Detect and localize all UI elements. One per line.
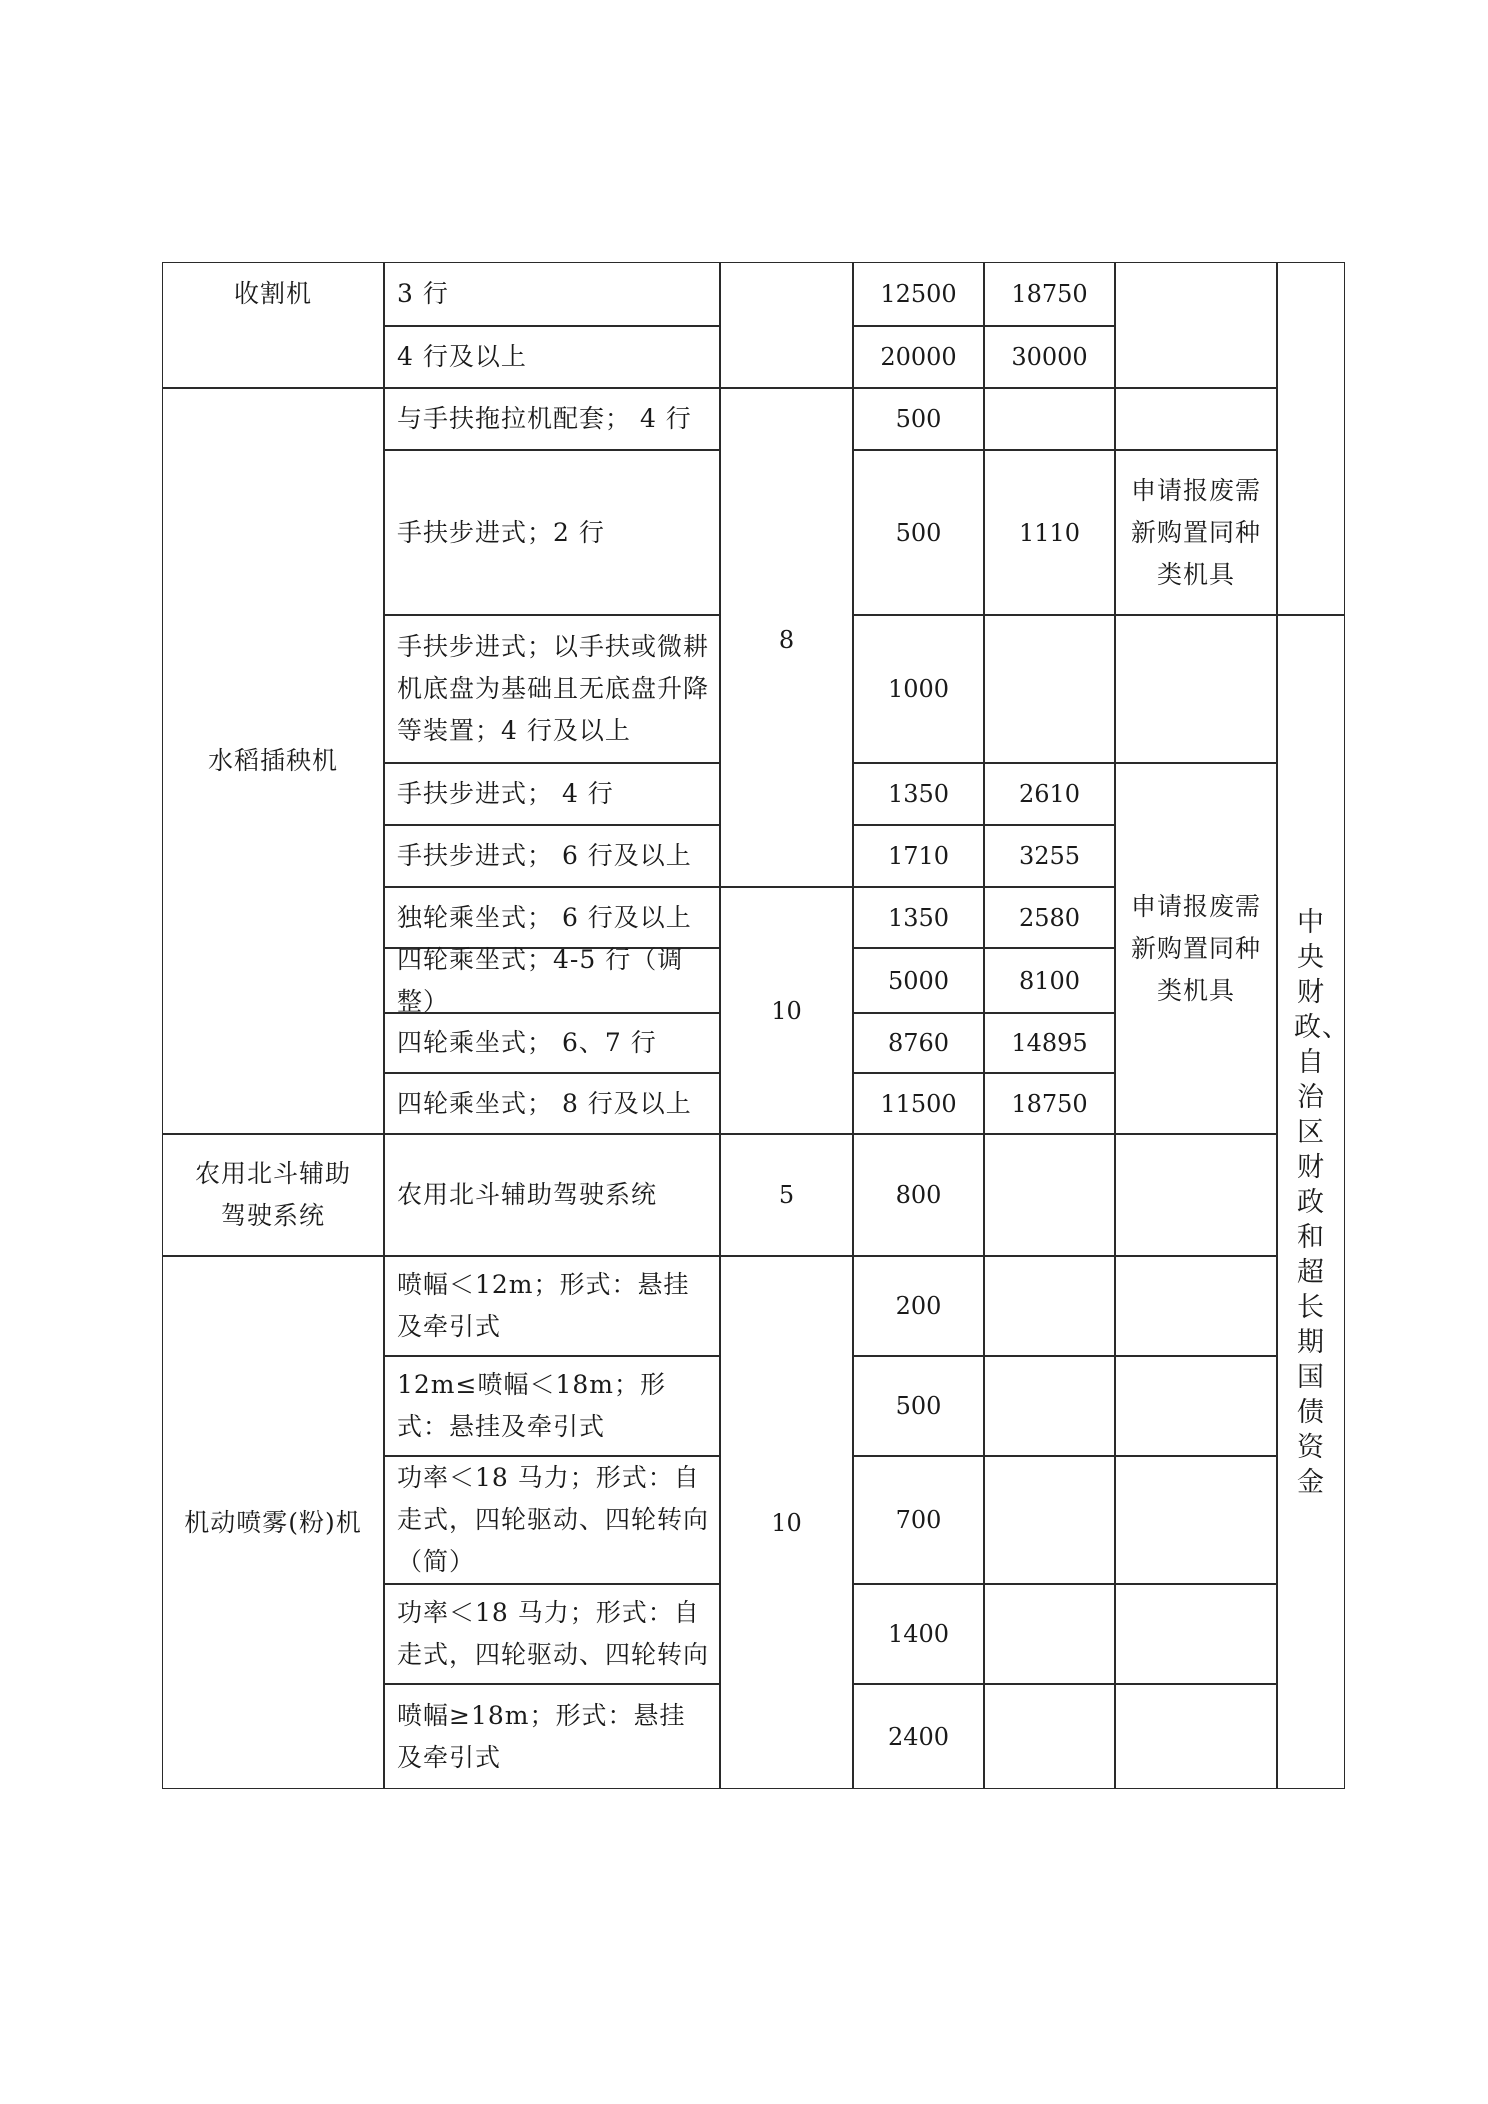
subsidy-a-value: 500 <box>895 405 942 433</box>
spec-text: 与手扶拖拉机配套； 4 行 <box>397 404 692 433</box>
subsidy-a-cell <box>853 615 984 763</box>
subsidy-a-value: 500 <box>895 518 942 547</box>
subsidy-a-value: 1350 <box>887 780 950 808</box>
spec-text: 3 行 <box>397 279 449 308</box>
note-cell-empty <box>1115 1684 1277 1789</box>
subsidy-b-value: 14895 <box>1011 1029 1088 1057</box>
subsidy-b-value: 3255 <box>1018 842 1081 870</box>
subsidy-b-cell <box>984 948 1115 1013</box>
subsidy-a-value: 1710 <box>887 842 950 870</box>
spec-cell <box>384 1134 720 1256</box>
subsidy-a-cell <box>853 262 984 326</box>
scrap-note: 申请报废需新购置同种类机具 <box>1130 891 1261 1005</box>
subsidy-a-cell <box>853 825 984 887</box>
subsidy-a-cell <box>853 388 984 450</box>
subsidy-b-cell <box>984 825 1115 887</box>
spec-text: 手扶步进式；以手扶或微耕机底盘为基础且无底盘升降等装置；4 行及以上 <box>397 632 710 745</box>
subsidy-a-value: 11500 <box>880 1089 957 1118</box>
note-cell-empty <box>1115 262 1277 388</box>
scrap-note: 申请报废需新购置同种类机具 <box>1130 475 1261 589</box>
spec-text: 喷幅＜12m；形式：悬挂及牵引式 <box>397 1270 690 1341</box>
spec-cell <box>384 1684 720 1789</box>
years-cell <box>720 887 853 1134</box>
subsidy-b-cell <box>984 763 1115 825</box>
subsidy-a-cell <box>853 1584 984 1684</box>
subsidy-b-value: 8100 <box>1018 966 1081 995</box>
years-cell-empty <box>720 262 853 388</box>
funding-source: 中央财政、自治区财政和超长期国债资金 <box>1294 906 1350 1498</box>
subsidy-a-value: 20000 <box>880 343 957 371</box>
years-value: 10 <box>771 996 802 1025</box>
subsidy-a-cell <box>853 450 984 615</box>
spec-text: 四轮乘坐式； 6、7 行 <box>397 1028 657 1057</box>
spec-cell <box>384 763 720 825</box>
spec-text: 功率＜18 马力；形式：自走式，四轮驱动、四轮转向 <box>397 1598 710 1669</box>
category-harvester <box>162 262 384 388</box>
funding-cell-empty <box>1277 262 1345 615</box>
category-sprayer <box>162 1256 384 1789</box>
spec-cell <box>384 1356 720 1456</box>
subsidy-b-cell <box>984 887 1115 948</box>
note-cell-empty <box>1115 1456 1277 1584</box>
subsidy-b-cell <box>984 1073 1115 1134</box>
subsidy-a-cell <box>853 948 984 1013</box>
spec-cell <box>384 1073 720 1134</box>
subsidy-b-cell-empty <box>984 1256 1115 1356</box>
note-cell-empty <box>1115 1134 1277 1256</box>
spec-text: 手扶步进式； 6 行及以上 <box>397 841 692 870</box>
subsidy-b-cell <box>984 450 1115 615</box>
subsidy-a-cell <box>853 1356 984 1456</box>
subsidy-a-cell <box>853 1134 984 1256</box>
years-cell <box>720 1256 853 1789</box>
spec-cell <box>384 1013 720 1073</box>
subsidy-a-cell <box>853 1073 984 1134</box>
subsidy-a-value: 12500 <box>880 280 957 308</box>
note-cell-empty <box>1115 1356 1277 1456</box>
spec-text: 4 行及以上 <box>397 342 527 371</box>
subsidy-a-value: 1000 <box>887 675 950 703</box>
subsidy-b-cell <box>984 262 1115 326</box>
note-cell-empty <box>1115 1584 1277 1684</box>
subsidy-b-cell-empty <box>984 615 1115 763</box>
subsidy-b-cell-empty <box>984 1684 1115 1789</box>
spec-cell <box>384 1456 720 1584</box>
subsidy-a-cell <box>853 326 984 388</box>
subsidy-b-value: 2610 <box>1018 780 1081 808</box>
subsidy-b-cell <box>984 1013 1115 1073</box>
years-value: 5 <box>778 1181 795 1209</box>
subsidy-a-value: 500 <box>895 1392 942 1420</box>
subsidy-a-cell <box>853 1684 984 1789</box>
subsidy-a-value: 800 <box>895 1181 942 1209</box>
subsidy-b-value: 18750 <box>1011 1089 1088 1118</box>
spec-cell <box>384 825 720 887</box>
spec-cell <box>384 388 720 450</box>
spec-text: 手扶步进式； 4 行 <box>397 779 614 808</box>
subsidy-b-cell-empty <box>984 1356 1115 1456</box>
note-cell-empty <box>1115 388 1277 450</box>
category-label: 农用北斗辅助驾驶系统 <box>194 1159 351 1230</box>
subsidy-a-value: 1350 <box>887 903 950 932</box>
subsidy-b-cell-empty <box>984 1456 1115 1584</box>
years-cell <box>720 388 853 887</box>
years-value: 8 <box>778 626 795 654</box>
subsidy-a-value: 200 <box>895 1292 942 1320</box>
subsidy-a-cell <box>853 1256 984 1356</box>
spec-text: 四轮乘坐式；4-5 行（调整） <box>397 944 684 1016</box>
subsidy-b-value: 30000 <box>1011 343 1088 371</box>
spec-cell <box>384 1584 720 1684</box>
spec-cell <box>384 326 720 388</box>
spec-text: 四轮乘坐式； 8 行及以上 <box>397 1088 692 1118</box>
subsidy-b-cell-empty <box>984 388 1115 450</box>
spec-text: 12m≤喷幅＜18m；形式：悬挂及牵引式 <box>397 1370 666 1441</box>
subsidy-a-value: 1400 <box>887 1620 950 1648</box>
note-cell <box>1115 450 1277 615</box>
subsidy-b-cell-empty <box>984 1134 1115 1256</box>
subsidy-a-cell <box>853 1013 984 1073</box>
spec-cell <box>384 262 720 326</box>
subsidy-b-value: 18750 <box>1011 280 1088 308</box>
spec-cell <box>384 615 720 763</box>
category-beidou <box>162 1134 384 1256</box>
note-cell <box>1115 763 1277 1134</box>
subsidy-a-cell <box>853 887 984 948</box>
spec-cell <box>384 1256 720 1356</box>
category-label: 水稻插秧机 <box>207 746 338 775</box>
subsidy-a-value: 5000 <box>887 966 950 995</box>
spec-text: 功率＜18 马力；形式：自走式，四轮驱动、四轮转向（简） <box>397 1463 710 1576</box>
spec-text: 手扶步进式；2 行 <box>397 517 605 547</box>
subsidy-a-value: 2400 <box>887 1722 950 1751</box>
subsidy-b-value: 2580 <box>1018 903 1081 932</box>
subsidy-a-value: 8760 <box>887 1029 950 1057</box>
spec-text: 农用北斗辅助驾驶系统 <box>397 1180 658 1209</box>
years-cell <box>720 1134 853 1256</box>
category-rice-transplanter <box>162 388 384 1134</box>
category-label: 收割机 <box>233 279 312 308</box>
subsidy-b-cell <box>984 326 1115 388</box>
years-value: 10 <box>771 1508 802 1537</box>
subsidy-b-cell-empty <box>984 1584 1115 1684</box>
note-cell-empty <box>1115 615 1277 763</box>
subsidy-b-value: 1110 <box>1018 518 1081 547</box>
subsidy-a-cell <box>853 1456 984 1584</box>
note-cell-empty <box>1115 1256 1277 1356</box>
subsidy-a-value: 700 <box>895 1506 942 1534</box>
spec-text: 独轮乘坐式； 6 行及以上 <box>397 902 692 932</box>
subsidy-a-cell <box>853 763 984 825</box>
spec-cell <box>384 944 720 1016</box>
funding-cell <box>1277 615 1350 1789</box>
spec-text: 喷幅≥18m；形式：悬挂及牵引式 <box>397 1700 686 1772</box>
category-label: 机动喷雾(粉)机 <box>184 1507 362 1537</box>
spec-cell <box>384 450 720 615</box>
